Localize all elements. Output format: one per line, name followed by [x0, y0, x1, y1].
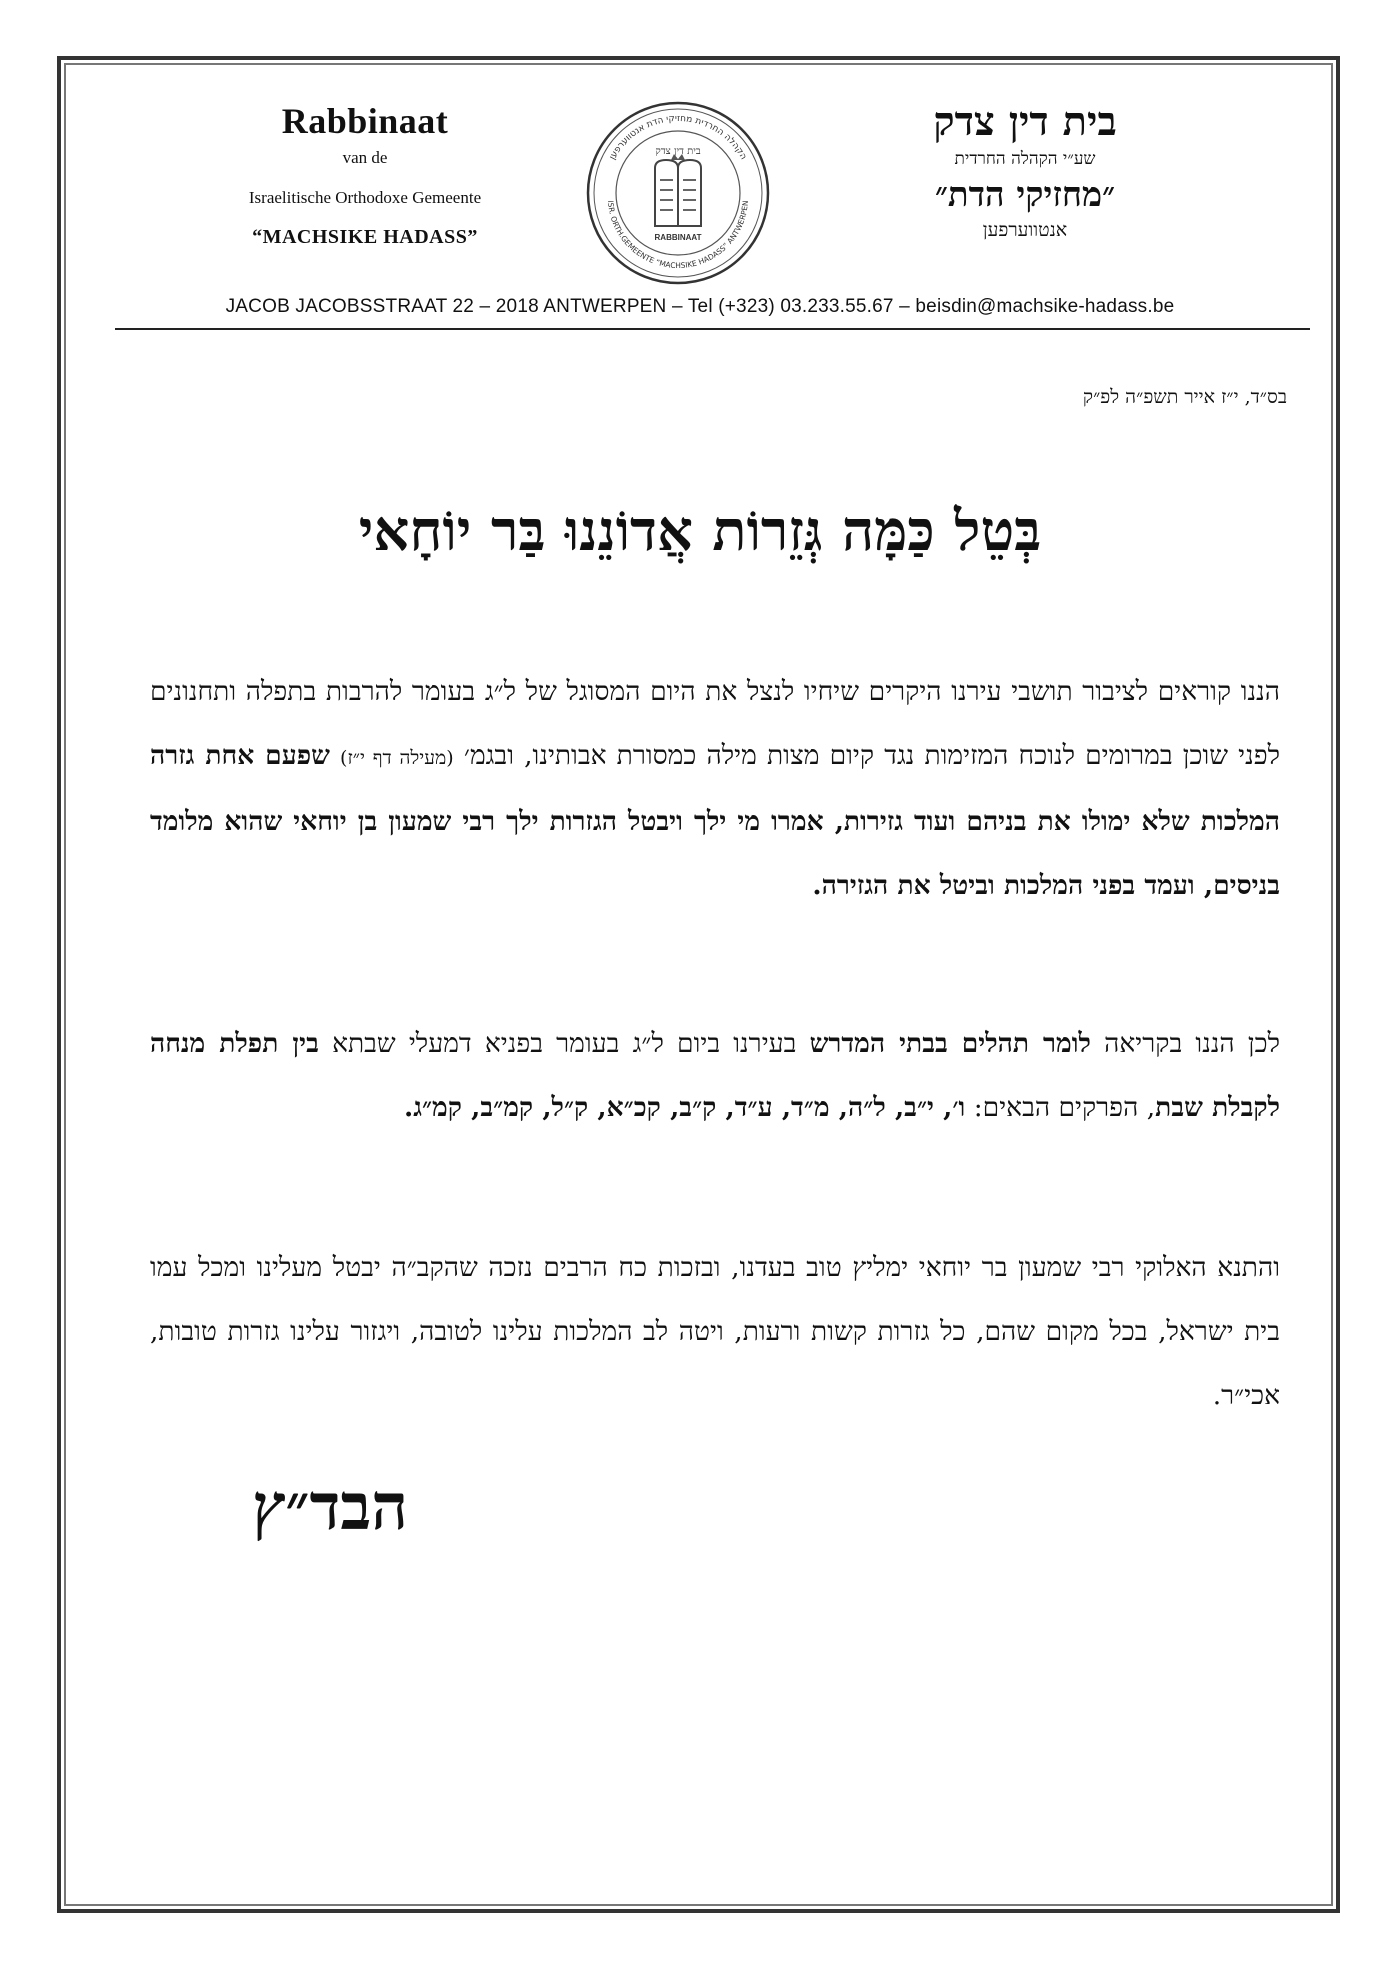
- paragraph-3: והתנא האלוקי רבי שמעון בר יוחאי ימליץ טוב בעדנו, ובזכות כח הרבים נזכה שהקב״ה יבטל מעלינו ומכל עמו בית ישראל, בכל מקום שהם, כל גזרות קשות ורעות, ויטה לב המלכות עלינו לטובה, ויגזור עלינו גזרות טובות, אכי״ר.: [150, 1252, 1280, 1411]
- document-title: בְּטֵל כַּמָּה גְּזֵרוֹת אֲדוֹנֵנוּ בַּר יוֹחָאי: [358, 498, 1042, 564]
- letterhead-address: JACOB JACOBSSTRAAT 22 – 2018 ANTWERPEN – Tel (+323) 03.233.55.67 – beisdin@machsike-hadass.be: [225, 296, 1175, 317]
- svg-text:ISR. ORTH.GEMEENTE “MACHSIKE H: ISR. ORTH.GEMEENTE “MACHSIKE HADASS” ANTWERPEN: [606, 200, 751, 271]
- svg-text:בית דין צדק: בית דין צדק: [655, 146, 701, 157]
- signature: הבד״ץ: [251, 1470, 409, 1545]
- court-title-hebrew: בית דין צדק: [933, 98, 1117, 145]
- org-title-latin: Rabbinaat: [281, 101, 449, 141]
- letterhead-right: [880, 98, 1170, 242]
- header-divider: [115, 328, 1310, 330]
- page-border: [57, 56, 1340, 1913]
- paragraph-2: לכן הננו בקריאה לומר תהלים בבתי המדרש בעירנו ביום ל״ג בעומר בפניא דמעלי שבתא בין תפלת מנחה לקבלת שבת, הפרקים הבאים: ו׳, י״ב, ל״ה, מ״ד, ע״ד, ק״ב, קכ״א, ק״ל, קמ״ב, קמ״ג.: [150, 1028, 1280, 1123]
- document-date: בס״ד, י״ז אייר תשפ״ה לפ״ק: [1082, 386, 1287, 408]
- court-subtitle-hebrew: שע״י הקהלה החרדית: [954, 149, 1096, 169]
- org-name-latin: “MACHSIKE HADASS”: [252, 226, 478, 248]
- svg-text:RABBINAAT: RABBINAAT: [654, 233, 702, 242]
- org-subtitle-latin: van de: [342, 148, 388, 167]
- rabbinate-seal-icon: [583, 98, 773, 288]
- city-hebrew: אנטווערפען: [982, 219, 1068, 241]
- paragraph-1: הננו קוראים לציבור תושבי עירנו היקרים שיחיו לנצל את היום המסוגל של ל״ג בעומר להרבות בתפלה ותחנונים לפני שוכן במרומים לנוכח המזימות נגד קיום מצות מילה כמסורת אבותינו, ובגמ׳ (מעילה דף י״ז) שפעם אחת גזרה המלכות שלא ימולו את בניהם ועוד גזירות, אמרו מי ילך ויבטל הגזרות ילך רבי שמעון בן יוחאי שהוא מלומד בניסים, ועמד בפני המלכות וביטל את הגזירה.: [150, 676, 1280, 901]
- org-name-hebrew: ״מחזיקי הדת״: [934, 175, 1116, 215]
- letterhead-left: [230, 100, 500, 249]
- org-community-latin: Israelitische Orthodoxe Gemeente: [248, 188, 482, 207]
- svg-text:הקהלה החרדית מחזיקי הדת אנטווע: הקהלה החרדית מחזיקי הדת אנטווערפען: [607, 113, 749, 162]
